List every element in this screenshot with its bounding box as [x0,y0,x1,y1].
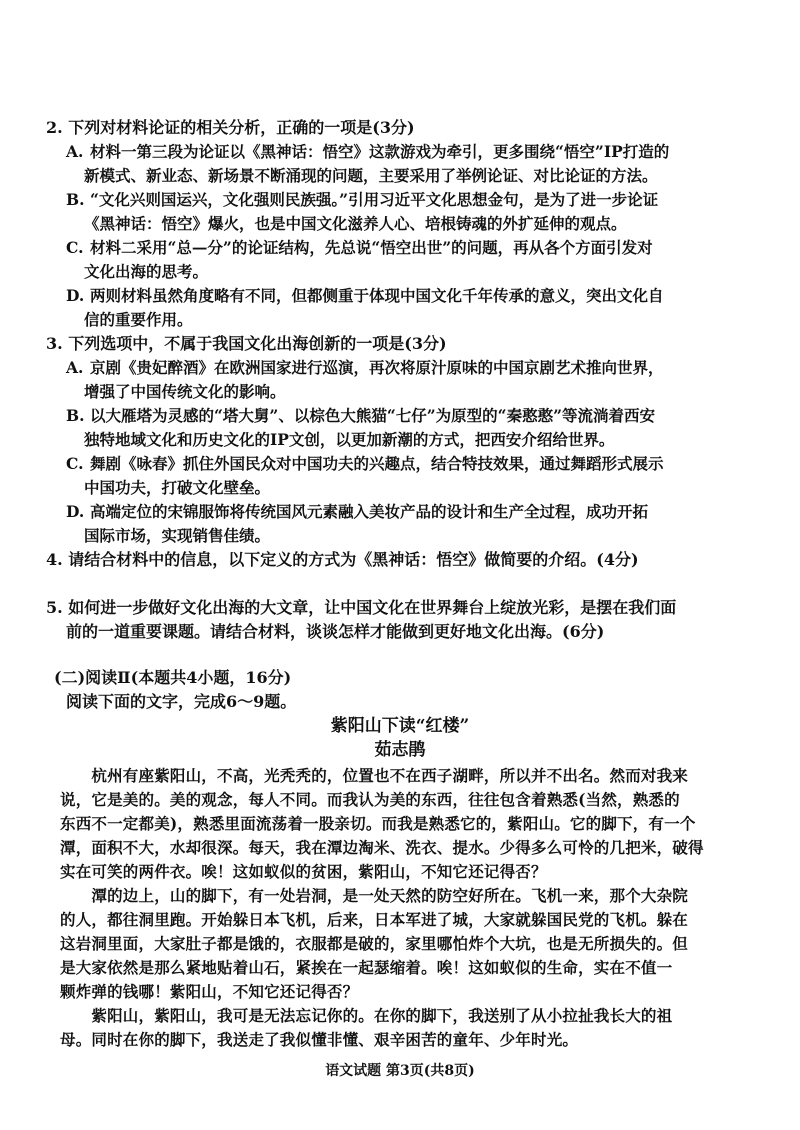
section-instruction: 阅读下面的文字，完成6～9题。 [66,692,297,711]
option-text: 舞剧《咏春》抓住外国民众对中国功夫的兴趣点，结合特技效果，通过舞蹈形式展示 [90,454,664,473]
passage-line: 潭的边上，山的脚下，有一处岩洞，是一处天然的防空好所在。飞机一来，那个大杂院 [60,886,689,905]
option-label: A. [66,142,84,161]
q3-option-c [66,452,664,476]
page-footer: 语文试题 第3页(共8页) [325,1063,475,1079]
option-text: 京剧《贵妃醉酒》在欧洲国家进行巡演，再次将原汁原味的中国京剧艺术推向世界， [90,358,664,377]
q2-option-c [66,236,653,260]
question-5-line-2: 前的一道重要课题。请结合材料，谈谈怎样才能做到更好地文化出海。(6分) [66,622,605,641]
passage-line: 说，它是美的。美的观念，每人不同。而我认为美的东西，往往包含着熟悉(当然，熟悉的 [60,790,680,809]
q3-option-d-cont: 国际市场，实现销售佳绩。 [84,526,271,545]
passage-line: 颗炸弹的钱哪！紫阳山，不知它还记得否？ [60,982,359,1001]
q2-option-c-cont: 文化出海的思考。 [84,262,209,281]
option-text: 材料二采用“总—分”的论证结构，先总说“悟空出世”的问题，再从各个方面引发对 [90,238,653,257]
option-label: C. [66,454,84,473]
q3-option-b [66,404,655,428]
option-label: C. [66,238,84,257]
q2-option-d-cont: 信的重要作用。 [84,310,193,329]
question-2-stem: 2. 下列对材料论证的相关分析，正确的一项是(3分) [46,118,415,137]
option-label: B. [66,406,85,425]
passage-line: 实在可笑的两件衣。唉！这如蚁似的贫困，紫阳山，不知它还记得否？ [60,862,547,881]
question-5-line-1: 5. 如何进一步做好文化出海的大文章，让中国文化在世界舞台上绽放光彩，是摆在我们面 [46,598,677,617]
passage-line: 潭，面积不大，水却很深。每天，我在潭边淘米、洗衣、提水。少得多么可怜的几把米，破得 [60,838,704,857]
option-label: D. [66,502,85,521]
option-text: “文化兴则国运兴，文化强则民族强。”引用习近平文化思想金句，是为了进一步论证 [90,190,659,209]
option-text: 高端定位的宋锦服饰将传统国风元素融入美妆产品的设计和生产全过程，成功开拓 [90,502,649,521]
q2-option-b-cont: 《黑神话：悟空》爆火，也是中国文化滋养人心、培根铸魂的外扩延伸的观点。 [84,214,627,233]
passage-line: 紫阳山，紫阳山，我可是无法忘记你的。在你的脚下，我送别了从小拉扯我长大的祖 [60,1006,673,1025]
option-label: D. [66,286,85,305]
q3-option-a-cont: 增强了中国传统文化的影响。 [84,382,286,401]
passage-line: 母。同时在你的脚下，我送走了我似懂非懂、艰辛困苦的童年、少年时光。 [60,1030,579,1049]
q2-option-b [66,188,658,212]
q3-option-c-cont: 中国功夫，打破文化壁垒。 [84,478,271,497]
passage-line: 杭州有座紫阳山，不高，光秃秃的，位置也不在西子湖畔，所以并不出名。然而对我来 [60,766,689,785]
option-text: 两则材料虽然角度略有不同，但都侧重于体现中国文化千年传承的意义，突出文化自 [90,286,664,305]
option-text: 材料一第三段为论证以《黑神话：悟空》这款游戏为牵引，更多围绕“悟空”IP打造的 [90,142,670,161]
option-label: A. [66,358,84,377]
q2-option-a [66,140,669,164]
passage-line: 东西不一定都美)，熟悉里面流荡着一股亲切。而我是熟悉它的，紫阳山。它的脚下，有一个 [60,814,696,833]
passage-title: 紫阳山下读“红楼” [330,716,470,736]
section-heading: (二)阅读Ⅱ(本题共4小题，16分) [54,668,292,687]
question-3-stem: 3. 下列选项中，不属于我国文化出海创新的一项是(3分) [46,334,447,353]
passage-line: 的人，都往洞里跑。开始躲日本飞机，后来，日本军进了城，大家就躲国民党的飞机。躲在 [60,910,689,929]
option-text: 以大雁塔为灵感的“塔大舅”、以棕色大熊猫“七仔”为原型的“秦憨憨”等流淌着西安 [90,406,655,425]
passage-line: 这岩洞里面，大家肚子都是饿的，衣服都是破的，家里哪怕炸个大坑，也是无所损失的。但 [60,934,689,953]
q3-option-b-cont: 独特地域文化和历史文化的IP文创，以更加新潮的方式，把西安介绍给世界。 [84,430,615,449]
passage-author: 茹志鹃 [374,740,426,760]
passage-line: 是大家依然是那么紧地贴着山石，紧挨在一起瑟缩着。唉！这如蚁似的生命，实在不值一 [60,958,673,977]
q2-option-d [66,284,664,308]
q2-option-a-cont: 新模式、新业态、新场景不断涌现的问题，主要采用了举例论证、对比论证的方法。 [84,166,658,185]
option-label: B. [66,190,85,209]
q3-option-a [66,356,664,380]
question-4-stem: 4. 请结合材料中的信息，以下定义的方式为《黑神话：悟空》做简要的介绍。(4分) [46,550,639,569]
q3-option-d [66,500,648,524]
